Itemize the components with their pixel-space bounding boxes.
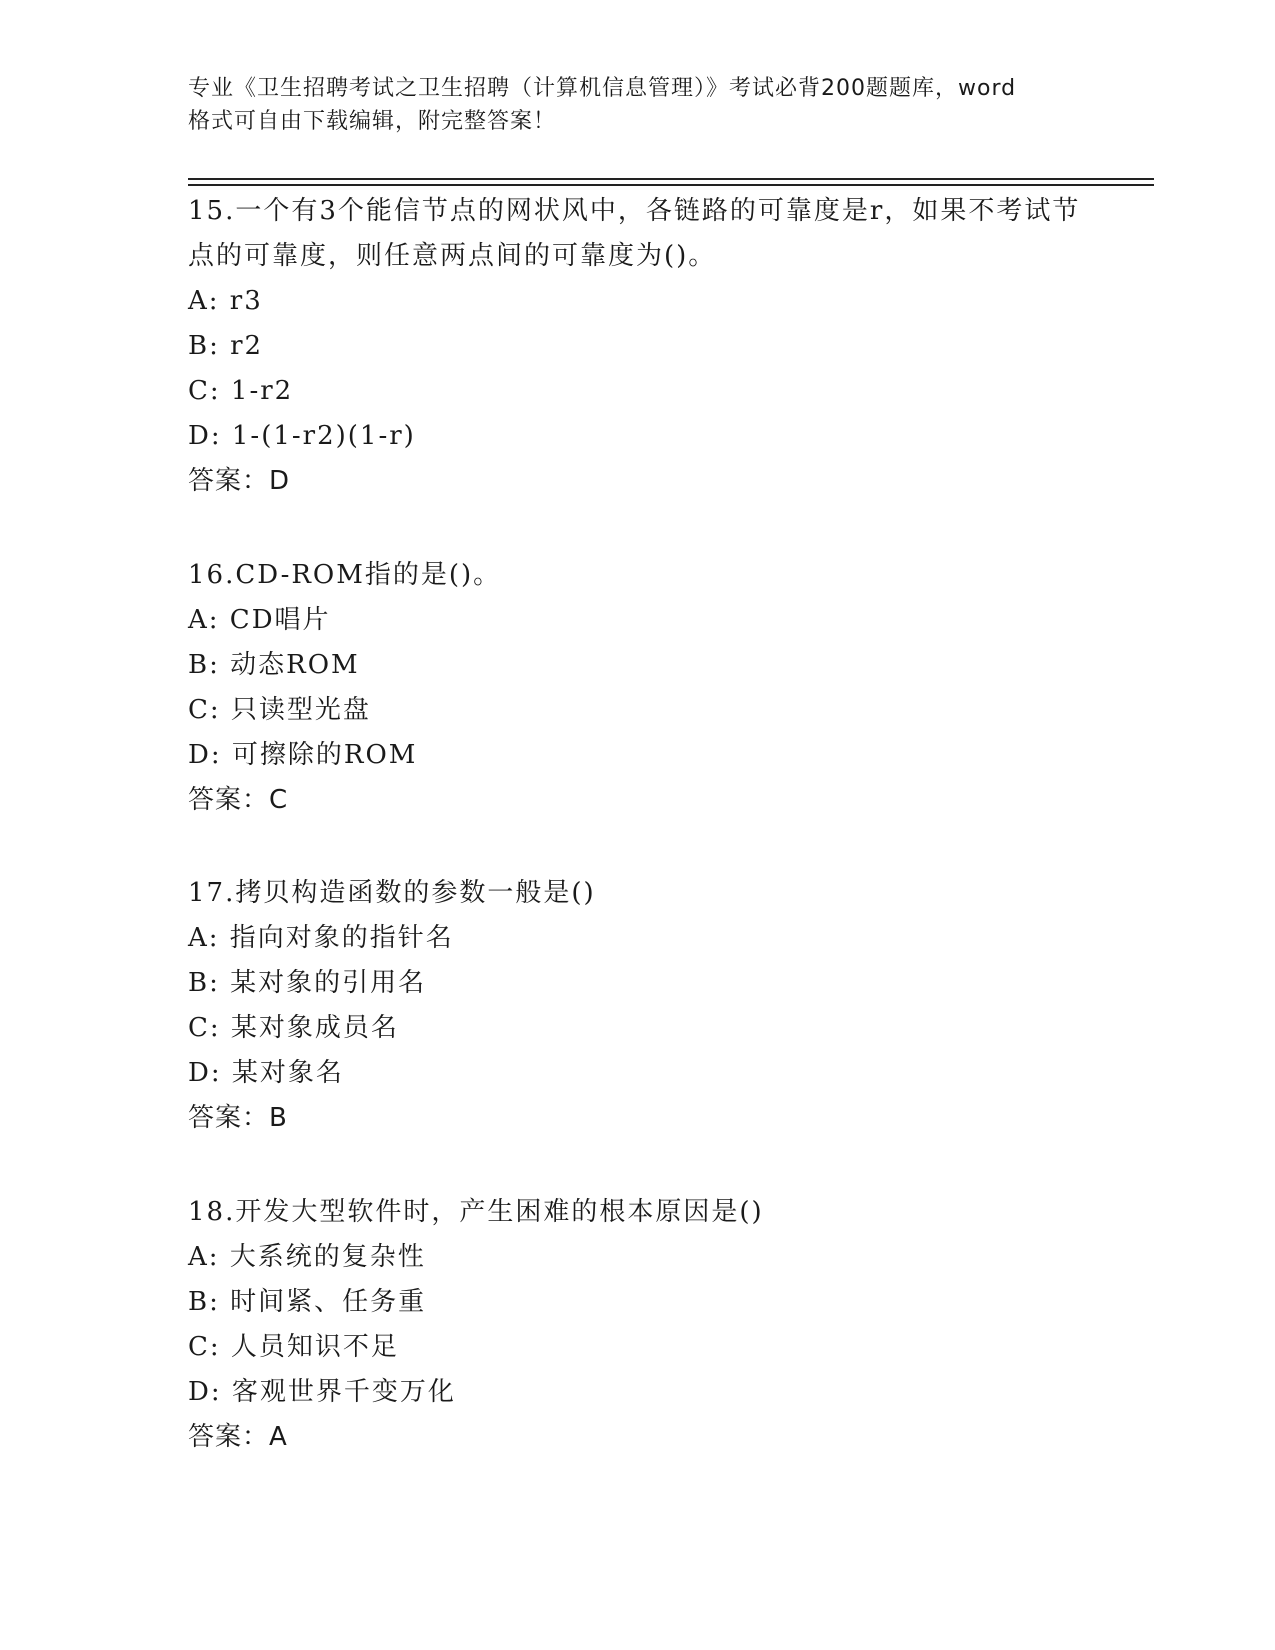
question-16 (188, 553, 1088, 823)
question-stem: 16.CD-ROM指的是()。 (188, 560, 502, 590)
question-17 (188, 871, 1088, 1141)
option-c: C: 只读型光盘 (188, 695, 371, 725)
option-c: C: 某对象成员名 (188, 1013, 399, 1043)
option-d: D: 1-(1-r2)(1-r) (188, 421, 416, 451)
answer: 答案：A (188, 1422, 288, 1452)
option-b: B: r2 (188, 331, 264, 361)
option-d: D: 可擦除的ROM (188, 740, 418, 770)
option-b: B: 动态ROM (188, 650, 360, 680)
question-stem: 15.一个有3个能信节点的网状风中，各链路的可靠度是r，如果不考试节点的可靠度，则任意两点间的可靠度为()。 (188, 196, 1081, 271)
document-header (188, 72, 1088, 138)
question-stem: 18.开发大型软件时，产生困难的根本原因是() (188, 1197, 764, 1227)
option-a: A: 指向对象的指针名 (188, 923, 454, 953)
question-15 (188, 189, 1088, 504)
question-stem: 17.拷贝构造函数的参数一般是() (188, 878, 596, 908)
option-a: A: r3 (188, 286, 263, 316)
answer: 答案：C (188, 785, 289, 815)
header-title-line-2: 格式可自由下载编辑，附完整答案！ (188, 109, 557, 134)
option-c: C: 1-r2 (188, 376, 294, 406)
option-b: B: 时间紧、任务重 (188, 1287, 427, 1317)
question-18 (188, 1190, 1088, 1460)
header-divider-bottom (188, 184, 1154, 186)
header-title-line-1: 专业《卫生招聘考试之卫生招聘（计算机信息管理）》考试必背200题题库，word (188, 76, 1017, 101)
answer: 答案：D (188, 466, 291, 496)
option-a: A: 大系统的复杂性 (188, 1242, 426, 1272)
option-b: B: 某对象的引用名 (188, 968, 427, 998)
answer: 答案：B (188, 1103, 288, 1133)
option-d: D: 某对象名 (188, 1058, 344, 1088)
option-a: A: CD唱片 (188, 605, 331, 635)
option-c: C: 人员知识不足 (188, 1332, 399, 1362)
option-d: D: 客观世界千变万化 (188, 1377, 456, 1407)
header-divider-top (188, 178, 1154, 180)
